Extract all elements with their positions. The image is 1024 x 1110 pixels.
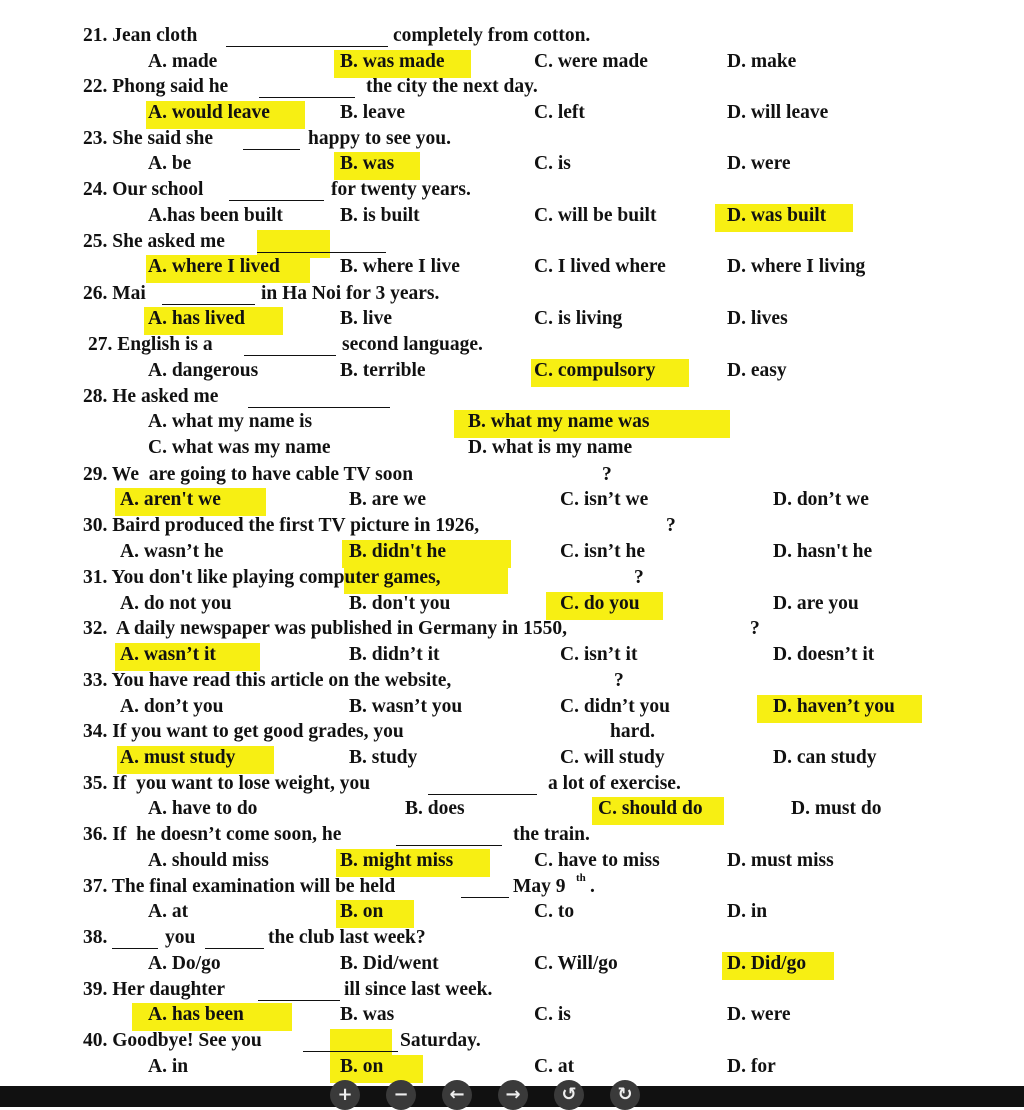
answer-blank: [205, 948, 264, 949]
answer-blank: [257, 252, 386, 253]
option-b[interactable]: B. is built: [340, 205, 420, 226]
back-icon[interactable]: ←: [442, 1080, 472, 1110]
option-c[interactable]: C. what was my name: [148, 437, 331, 458]
option-a[interactable]: A. must study: [120, 747, 236, 768]
question-text-cont: ?: [750, 618, 760, 639]
answer-highlight: [330, 1029, 392, 1057]
question-text: 36. If he doesn’t come soon, he: [83, 824, 342, 845]
option-b[interactable]: B. was made: [340, 51, 445, 72]
question-text: 32. A daily newspaper was published in Germany in 1550,: [83, 618, 567, 639]
superscript: th: [576, 872, 586, 884]
option-d[interactable]: D. must miss: [727, 850, 834, 871]
question-text-cont: happy to see you.: [308, 128, 452, 149]
option-a[interactable]: A. made: [148, 51, 218, 72]
question-text: 27. English is a: [88, 334, 213, 355]
option-d[interactable]: D. were: [727, 153, 791, 174]
option-a[interactable]: A.has been built: [148, 205, 283, 226]
answer-blank: [428, 794, 537, 795]
option-a[interactable]: A. should miss: [148, 850, 269, 871]
option-a[interactable]: A. do not you: [120, 593, 232, 614]
question-text: 26. Mai: [83, 283, 146, 304]
answer-blank: [396, 845, 502, 846]
option-c[interactable]: C. should do: [598, 798, 703, 819]
option-c[interactable]: C. compulsory: [534, 360, 656, 381]
option-b[interactable]: B. does: [405, 798, 465, 819]
option-d[interactable]: D. can study: [773, 747, 877, 768]
question-text: 35. If you want to lose weight, you: [83, 773, 371, 794]
option-c[interactable]: C. were made: [534, 51, 648, 72]
option-a[interactable]: A. in: [148, 1056, 189, 1077]
question-text-cont: ?: [666, 515, 676, 536]
question-text: 37. The final examination will be held: [83, 876, 396, 897]
question-text-cont: the train.: [513, 824, 590, 845]
option-a[interactable]: A. Do/go: [148, 953, 221, 974]
option-a[interactable]: A. what my name is: [148, 411, 313, 432]
option-a[interactable]: A. has been: [148, 1004, 244, 1025]
option-b[interactable]: B. live: [340, 308, 392, 329]
answer-blank: [258, 1000, 340, 1001]
question-text: 29. We are going to have cable TV soon: [83, 464, 414, 485]
option-d[interactable]: D. will leave: [727, 102, 829, 123]
option-a[interactable]: A. would leave: [148, 102, 270, 123]
option-b[interactable]: B. leave: [340, 102, 405, 123]
option-b[interactable]: B. on: [340, 1056, 384, 1077]
option-d[interactable]: D. hasn't he: [773, 541, 873, 562]
option-b[interactable]: B. don't you: [349, 593, 451, 614]
question-text: 21. Jean cloth: [83, 25, 198, 46]
answer-blank: [226, 46, 388, 47]
redo-icon[interactable]: ↻: [610, 1080, 640, 1110]
option-a[interactable]: A. at: [148, 901, 189, 922]
question-text: 24. Our school: [83, 179, 204, 200]
answer-blank: [244, 355, 336, 356]
option-d[interactable]: D. haven’t you: [773, 696, 895, 717]
question-text: 30. Baird produced the first TV picture in 1926,: [83, 515, 480, 536]
option-c[interactable]: C. to: [534, 901, 575, 922]
question-text: 34. If you want to get good grades, you: [83, 721, 404, 742]
answer-blank: [461, 897, 509, 898]
question-text-cont: Saturday.: [400, 1030, 481, 1051]
option-d[interactable]: D. where I living: [727, 256, 866, 277]
option-c[interactable]: C. at: [534, 1056, 575, 1077]
question-text: 39. Her daughter: [83, 979, 226, 1000]
answer-highlight: [257, 230, 330, 258]
question-text: 28. He asked me: [83, 386, 219, 407]
option-b[interactable]: B. was: [340, 1004, 395, 1025]
option-c[interactable]: C. is living: [534, 308, 623, 329]
question-text-cont: you: [165, 927, 196, 948]
option-a[interactable]: A. wasn’t it: [120, 644, 216, 665]
question-text-cont: ?: [602, 464, 612, 485]
answer-blank: [259, 97, 355, 98]
question-text: 40. Goodbye! See you: [83, 1030, 262, 1051]
option-d[interactable]: D. was built: [727, 205, 827, 226]
option-a[interactable]: A. be: [148, 153, 192, 174]
zoom-out-icon[interactable]: −: [386, 1080, 416, 1110]
option-d[interactable]: D. Did/go: [727, 953, 807, 974]
question-text: 23. She said she: [83, 128, 214, 149]
question-text-cont: in Ha Noi for 3 years.: [261, 283, 440, 304]
option-c[interactable]: C. I lived where: [534, 256, 666, 277]
answer-blank: [303, 1051, 398, 1052]
option-a[interactable]: A. has lived: [148, 308, 245, 329]
option-b[interactable]: B. where I live: [340, 256, 460, 277]
answer-blank: [248, 407, 390, 408]
option-c[interactable]: C. is: [534, 153, 571, 174]
question-text-cont: ?: [614, 670, 624, 691]
option-d[interactable]: D. were: [727, 1004, 791, 1025]
question-text-cont: ill since last week.: [344, 979, 493, 1000]
option-d[interactable]: D. make: [727, 51, 797, 72]
option-c[interactable]: C. isn’t it: [560, 644, 638, 665]
question-text-cont: second language.: [342, 334, 483, 355]
option-c[interactable]: C. didn’t you: [560, 696, 670, 717]
option-c[interactable]: C. is: [534, 1004, 571, 1025]
option-b[interactable]: B. didn’t it: [349, 644, 440, 665]
option-b[interactable]: B. what my name was: [468, 411, 650, 432]
option-b[interactable]: B. are we: [349, 489, 427, 510]
answer-blank: [162, 304, 255, 305]
question-text: 33. You have read this article on the website,: [83, 670, 452, 691]
option-b[interactable]: B. might miss: [340, 850, 454, 871]
option-b[interactable]: B. Did/went: [340, 953, 439, 974]
question-text-cont: a lot of exercise.: [548, 773, 681, 794]
option-c[interactable]: C. isn’t he: [560, 541, 646, 562]
option-d[interactable]: D. are you: [773, 593, 859, 614]
undo-icon[interactable]: ↺: [554, 1080, 584, 1110]
question-text: 38.: [83, 927, 108, 948]
question-text: 25. She asked me: [83, 231, 225, 252]
answer-blank: [229, 200, 324, 201]
option-b[interactable]: B. wasn’t you: [349, 696, 463, 717]
option-c[interactable]: C. will study: [560, 747, 665, 768]
option-c[interactable]: C. left: [534, 102, 585, 123]
option-c[interactable]: C. do you: [560, 593, 640, 614]
option-d[interactable]: D. lives: [727, 308, 788, 329]
zoom-in-icon[interactable]: +: [330, 1080, 360, 1110]
forward-icon[interactable]: →: [498, 1080, 528, 1110]
option-d[interactable]: D. for: [727, 1056, 776, 1077]
option-d[interactable]: D. don’t we: [773, 489, 869, 510]
option-b[interactable]: B. terrible: [340, 360, 426, 381]
question-text: 22. Phong said he: [83, 76, 229, 97]
option-c[interactable]: C. have to miss: [534, 850, 660, 871]
question-text-cont: May 9: [513, 876, 566, 897]
answer-blank: [112, 948, 158, 949]
option-b[interactable]: B. study: [349, 747, 418, 768]
option-c[interactable]: C. will be built: [534, 205, 657, 226]
question-text-cont: hard.: [610, 721, 655, 742]
question-text-end: .: [590, 876, 595, 897]
question-text: 31. You don't like playing computer games,: [83, 567, 441, 588]
option-c[interactable]: C. isn’t we: [560, 489, 649, 510]
option-a[interactable]: A. wasn’t he: [120, 541, 224, 562]
option-a[interactable]: A. where I lived: [148, 256, 280, 277]
question-text-cont: ?: [634, 567, 644, 588]
option-b[interactable]: B. on: [340, 901, 384, 922]
option-a[interactable]: A. aren't we: [120, 489, 221, 510]
option-d[interactable]: D. easy: [727, 360, 787, 381]
question-text-cont: the city the next day.: [366, 76, 538, 97]
question-text-cont: completely from cotton.: [393, 25, 591, 46]
option-a[interactable]: A. have to do: [148, 798, 258, 819]
question-text-cont: for twenty years.: [331, 179, 471, 200]
option-a[interactable]: A. don’t you: [120, 696, 224, 717]
option-a[interactable]: A. dangerous: [148, 360, 259, 381]
question-text-end: the club last week?: [268, 927, 426, 948]
option-c[interactable]: C. Will/go: [534, 953, 618, 974]
option-d[interactable]: D. must do: [791, 798, 882, 819]
option-d[interactable]: D. doesn’t it: [773, 644, 875, 665]
option-d[interactable]: D. in: [727, 901, 768, 922]
option-d[interactable]: D. what is my name: [468, 437, 633, 458]
answer-blank: [243, 149, 300, 150]
option-b[interactable]: B. didn't he: [349, 541, 446, 562]
option-b[interactable]: B. was: [340, 153, 395, 174]
